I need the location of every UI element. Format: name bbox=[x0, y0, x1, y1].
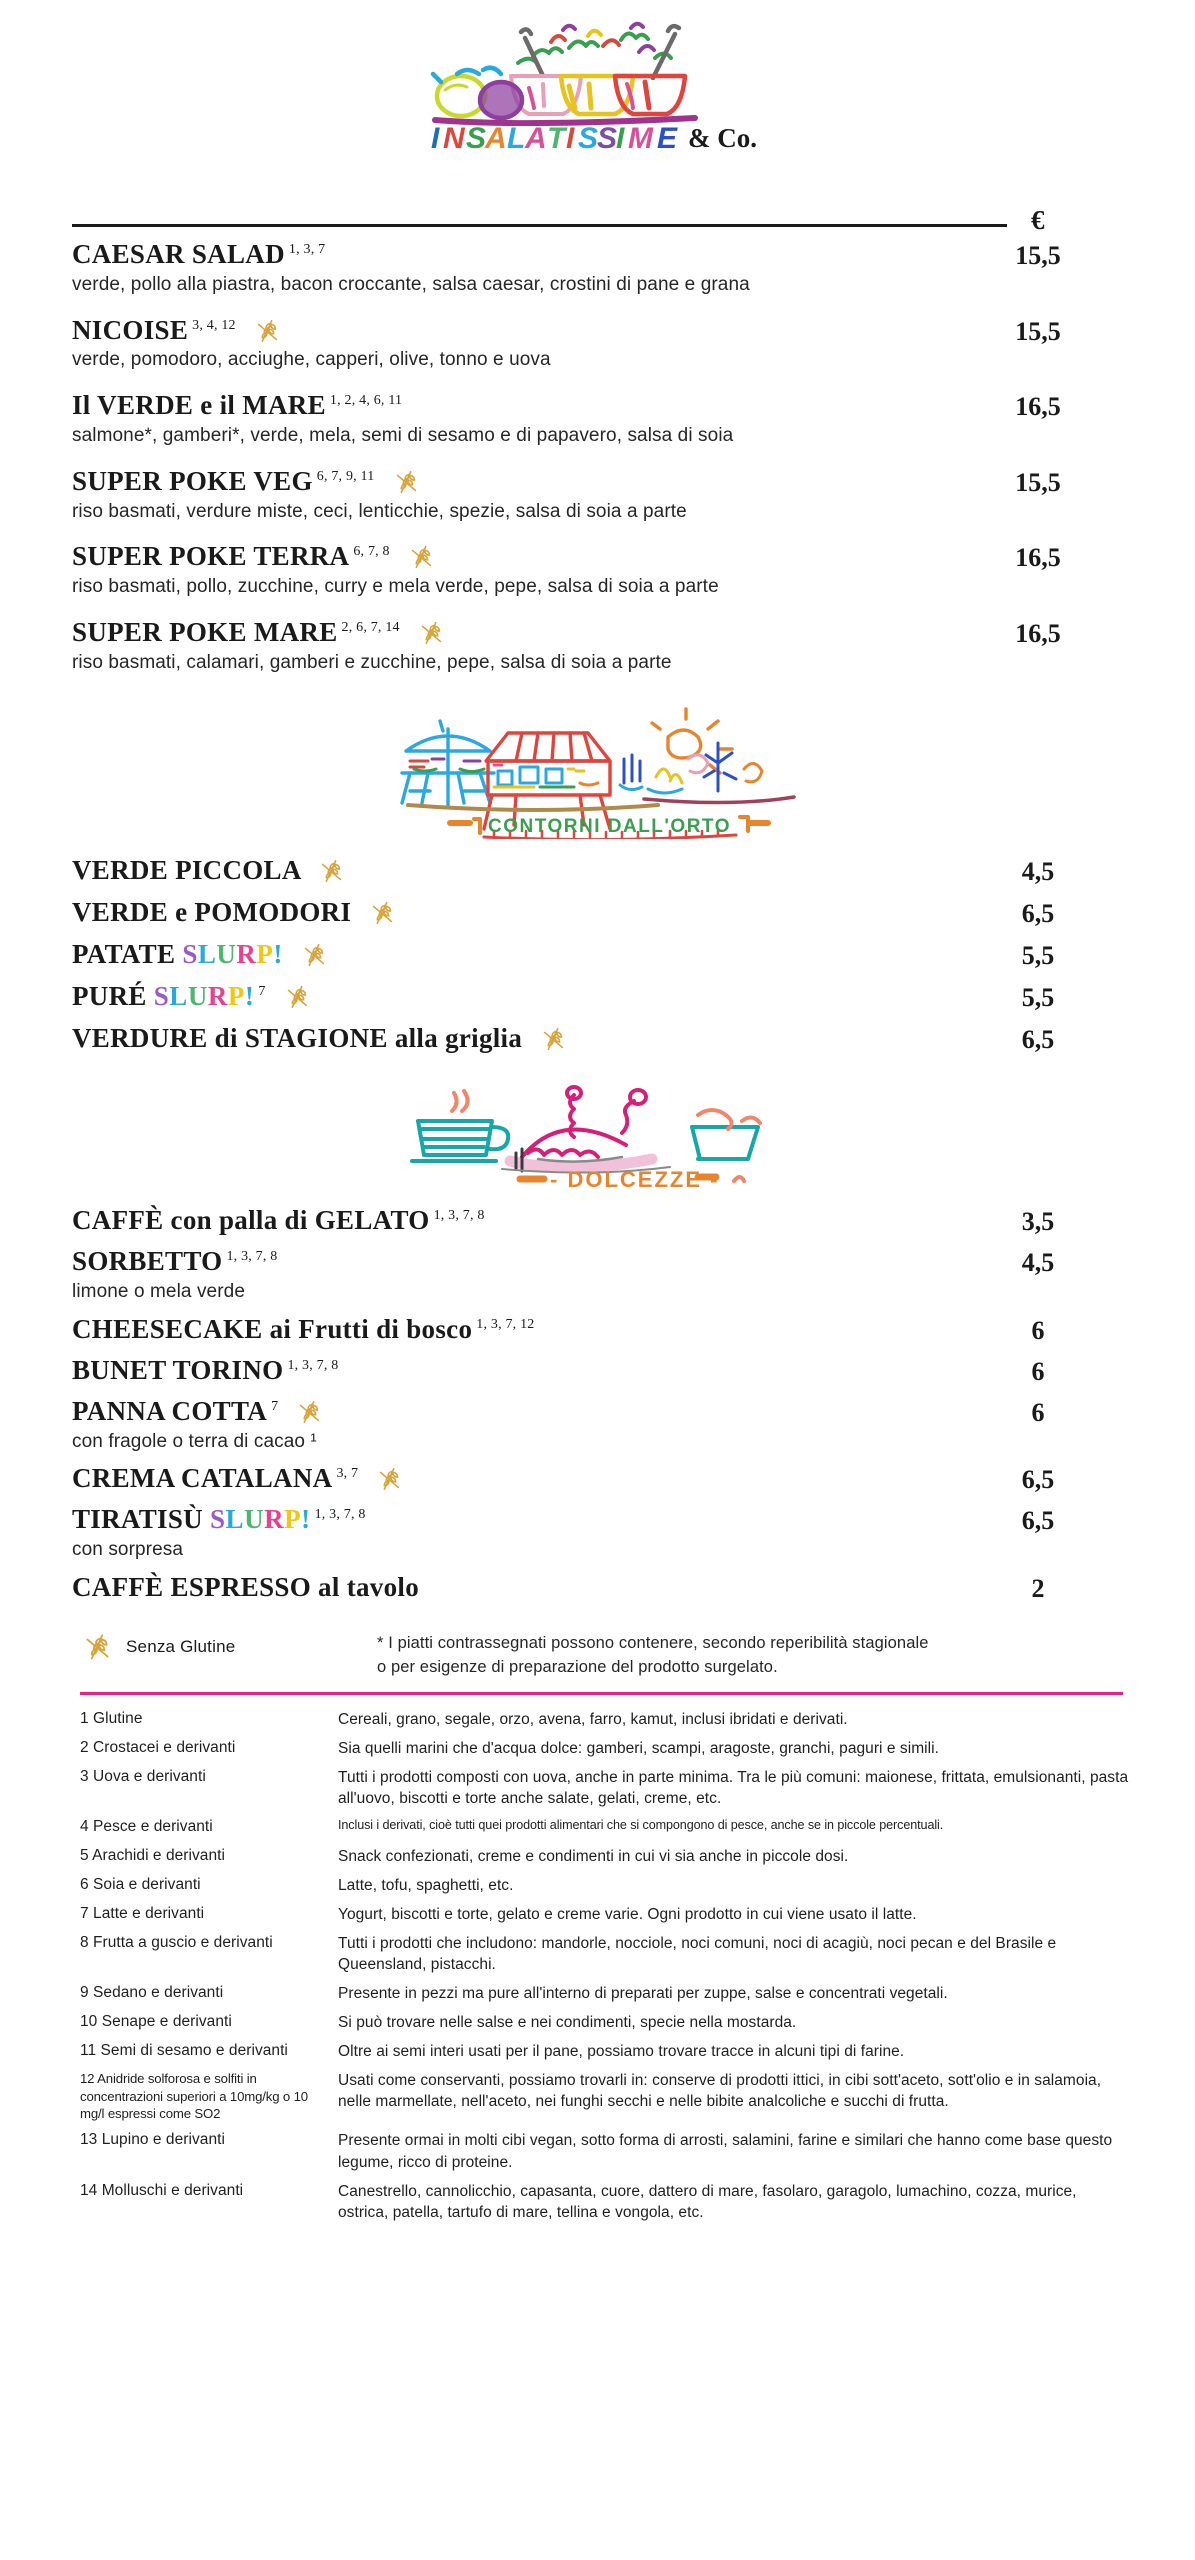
dish-title: PURÉ SLURP! $^7$ bbox=[72, 981, 953, 1013]
dish-price: 6,5 bbox=[1021, 1025, 1055, 1055]
allergen-refs: 1, 3, 7, 12 bbox=[476, 1316, 535, 1332]
allergen-key: 12 Anidride solforosa e solfiti in concentrazioni superiori a 10mg/kg o 10 mg/l espressi come SO2 bbox=[80, 2071, 308, 2121]
allergen-key: 7 Latte e derivanti bbox=[80, 1904, 205, 1922]
dish-description: verde, pomodoro, acciughe, capperi, olive, tonno e uova bbox=[72, 349, 551, 371]
menu-row[interactable] bbox=[72, 1463, 1123, 1495]
divider-line bbox=[72, 224, 1007, 227]
allergen-key: 2 Crostacei e derivanti bbox=[80, 1738, 236, 1756]
allergen-key: 14 Molluschi e derivanti bbox=[80, 2181, 244, 2199]
brand-suffix: & Co. bbox=[687, 123, 757, 153]
dish-title: NICOISE $^{3, 4, 12}$ bbox=[72, 315, 953, 347]
dish-description: con sorpresa bbox=[72, 1539, 184, 1561]
menu-row[interactable] bbox=[72, 1504, 1123, 1563]
dish-title: CREMA CATALANA $^{3, 7}$ bbox=[72, 1463, 953, 1495]
dish-price: 6 bbox=[1031, 1397, 1045, 1427]
svg-text:T: T bbox=[546, 122, 565, 153]
allergen-desc: Sia quelli marini che d'acqua dolce: gamberi, scampi, aragoste, granchi, paguri e simili. bbox=[338, 1739, 940, 1757]
allergen-refs: 7 bbox=[258, 984, 266, 1000]
svg-text:I: I bbox=[565, 122, 574, 153]
menu-row[interactable] bbox=[72, 1396, 1123, 1455]
dish-price: 3,5 bbox=[1021, 1207, 1055, 1237]
table-row bbox=[80, 1738, 1131, 1767]
svg-text:S: S bbox=[465, 122, 486, 153]
wheat-crossed-icon bbox=[282, 982, 312, 1012]
allergen-refs: 1, 2, 4, 6, 11 bbox=[329, 393, 403, 409]
market-stall-illustration bbox=[388, 699, 808, 839]
dish-price: 6,5 bbox=[1021, 1506, 1055, 1536]
section-contorni bbox=[72, 855, 1123, 1055]
allergen-desc: Cereali, grano, segale, orzo, avena, farro, kamut, inclusi ibridati e derivati. bbox=[338, 1710, 848, 1728]
dish-title: SUPER POKE MARE $^{2, 6, 7, 14}$ bbox=[72, 617, 953, 649]
dish-title: CAFFÈ con palla di GELATO $^{1, 3, 7, 8}$ bbox=[72, 1205, 485, 1236]
dish-price: 15,5 bbox=[1015, 467, 1061, 497]
table-row bbox=[80, 1709, 1131, 1738]
dish-price: 4,5 bbox=[1021, 857, 1055, 887]
dish-description: limone o mela verde bbox=[72, 1281, 245, 1303]
allergen-key: 11 Semi di sesamo e derivanti bbox=[80, 2042, 288, 2060]
allergen-key: 13 Lupino e derivanti bbox=[80, 2131, 225, 2149]
dish-price: 16,5 bbox=[1015, 543, 1061, 573]
dish-title: SORBETTO $^{1, 3, 7, 8}$ bbox=[72, 1246, 278, 1277]
gluten-free-key bbox=[72, 1630, 377, 1664]
allergen-desc: Usati come conservanti, possiamo trovarli in: conserve di prodotti ittici, in cibi sott'aceto, sott'olio e in salamoia, nelle marmellate, nell'aceto, nei funghi secchi e nelle bibite analcoliche e succhi di frutta. bbox=[338, 2072, 1102, 2111]
allergen-desc: Tutti i prodotti che includono: mandorle, nocciole, noci comuni, noci di acagiù, noci pecan e del Brasile e Queensland, pistacchi. bbox=[338, 1934, 1057, 1973]
menu-row[interactable] bbox=[72, 239, 1123, 298]
svg-text:S: S bbox=[596, 122, 617, 153]
seasonal-note-line1: * I piatti contrassegnati possono contenere, secondo reperibilità stagionale bbox=[377, 1633, 929, 1652]
menu-row[interactable] bbox=[72, 466, 1123, 525]
allergen-refs: 1, 3, 7, 8 bbox=[433, 1208, 485, 1224]
menu-row[interactable] bbox=[72, 981, 1123, 1013]
svg-text:I: I bbox=[615, 122, 624, 153]
footer-allergens bbox=[72, 1630, 1129, 2231]
table-row bbox=[80, 2041, 1131, 2070]
allergen-desc: Yogurt, biscotti e torte, gelato e creme varie. Ogni prodotto in cui viene usato il latte. bbox=[338, 1905, 917, 1923]
menu-row[interactable] bbox=[72, 1355, 1123, 1387]
dish-title: VERDE e POMODORI bbox=[72, 897, 953, 929]
slurp-label: SLURP! bbox=[153, 981, 255, 1012]
allergen-table bbox=[80, 1709, 1131, 2231]
dish-title: BUNET TORINO $^{1, 3, 7, 8}$ bbox=[72, 1354, 339, 1385]
wheat-crossed-icon bbox=[316, 856, 346, 886]
dish-title: CHEESECAKE ai Frutti di bosco $^{1, 3, 7, 12}$ bbox=[72, 1313, 535, 1344]
allergen-key: 6 Soia e derivanti bbox=[80, 1875, 201, 1893]
allergen-refs: 7 bbox=[271, 1398, 279, 1414]
dish-price: 5,5 bbox=[1021, 983, 1055, 1013]
table-row bbox=[80, 1817, 1131, 1845]
svg-text:I: I bbox=[430, 122, 439, 153]
dish-price: 6,5 bbox=[1021, 1465, 1055, 1495]
menu-row[interactable] bbox=[72, 1572, 1123, 1604]
dish-description: salmone*, gamberi*, verde, mela, semi di sesamo e di papavero, salsa di soia bbox=[72, 424, 734, 446]
menu-row[interactable] bbox=[72, 1023, 1123, 1055]
svg-text:A: A bbox=[484, 122, 507, 153]
dish-price: 15,5 bbox=[1015, 316, 1061, 346]
allergen-key: 1 Glutine bbox=[80, 1709, 143, 1727]
brand-logo bbox=[72, 0, 1123, 215]
svg-text:E: E bbox=[656, 122, 677, 153]
table-row bbox=[80, 1933, 1131, 1983]
allergen-desc: Canestrello, cannolicchio, capasanta, cuore, dattero di mare, fasolaro, garagolo, lumachino, cozza, murice, ostrica, patella, tartufo di mare, tellina e vongola, etc. bbox=[338, 2182, 1077, 2221]
menu-row[interactable] bbox=[72, 855, 1123, 887]
banner-title-contorni: CONTORNI DALL'ORTO bbox=[487, 816, 731, 838]
menu-row[interactable] bbox=[72, 390, 1123, 449]
slurp-label: SLURP! bbox=[210, 1504, 311, 1535]
allergen-desc: Presente ormai in molti cibi vegan, sotto forma di arrosti, salamini, farine e similari che hanno come base questo legume, ricco di proteine. bbox=[338, 2132, 1113, 2171]
table-row bbox=[80, 2012, 1131, 2041]
allergen-key: 5 Arachidi e derivanti bbox=[80, 1846, 225, 1864]
magenta-divider bbox=[80, 1692, 1123, 1695]
currency-header: € bbox=[1031, 205, 1045, 235]
menu-row[interactable] bbox=[72, 1246, 1123, 1305]
wheat-crossed-icon bbox=[367, 898, 397, 928]
allergen-desc: Presente in pezzi ma pure all'interno di preparati per zuppe, salse e concentrati vegetali. bbox=[338, 1984, 948, 2002]
dish-description: riso basmati, pollo, zucchine, curry e mela verde, pepe, salsa di soia a parte bbox=[72, 576, 719, 598]
menu-row[interactable] bbox=[72, 617, 1123, 676]
allergen-key: 9 Sedano e derivanti bbox=[80, 1983, 224, 2001]
menu-row[interactable] bbox=[72, 1205, 1123, 1237]
allergen-desc: Latte, tofu, spaghetti, etc. bbox=[338, 1876, 514, 1894]
allergen-refs: 2, 6, 7, 14 bbox=[341, 619, 400, 635]
menu-row[interactable] bbox=[72, 315, 1123, 374]
dish-title: SUPER POKE TERRA $^{6, 7, 8}$ bbox=[72, 541, 953, 573]
wheat-crossed-icon bbox=[406, 542, 436, 572]
table-row bbox=[80, 2181, 1131, 2231]
dish-title: VERDURE di STAGIONE alla griglia bbox=[72, 1023, 953, 1055]
dish-price: 6 bbox=[1031, 1356, 1045, 1386]
header-rule bbox=[72, 205, 1123, 239]
svg-text:S: S bbox=[577, 122, 598, 153]
svg-text:A: A bbox=[524, 122, 547, 153]
wheat-crossed-icon bbox=[299, 940, 329, 970]
allergen-refs: 1, 3, 7, 8 bbox=[287, 1357, 339, 1373]
banner-contorni bbox=[72, 699, 1123, 839]
menu-row[interactable] bbox=[72, 939, 1123, 971]
svg-text:N: N bbox=[442, 122, 465, 153]
wheat-crossed-icon bbox=[374, 1464, 404, 1494]
allergen-desc: Inclusi i derivati, cioè tutti quei prodotti alimentari che si compongono di pesce, anche se in piccole percentuali. bbox=[338, 1818, 944, 1833]
dish-description: riso basmati, calamari, gamberi e zucchine, pepe, salsa di soia a parte bbox=[72, 651, 672, 673]
dish-price: 4,5 bbox=[1021, 1248, 1055, 1278]
allergen-refs: 1, 3, 7, 8 bbox=[314, 1507, 366, 1523]
dish-title: VERDE PICCOLA bbox=[72, 855, 953, 887]
menu-row[interactable] bbox=[72, 897, 1123, 929]
menu-row[interactable] bbox=[72, 541, 1123, 600]
slurp-label: SLURP! bbox=[182, 939, 283, 970]
wheat-crossed-icon bbox=[252, 316, 282, 346]
allergen-refs: 6, 7, 9, 11 bbox=[316, 468, 375, 484]
dish-description: verde, pollo alla piastra, bacon croccante, salsa caesar, crostini di pane e grana bbox=[72, 273, 750, 295]
dish-price: 5,5 bbox=[1021, 941, 1055, 971]
table-row bbox=[80, 1846, 1131, 1875]
seasonal-note bbox=[377, 1630, 1123, 1680]
allergen-key: 4 Pesce e derivanti bbox=[80, 1818, 213, 1836]
dish-price: 16,5 bbox=[1015, 618, 1061, 648]
allergen-refs: 1, 3, 7, 8 bbox=[226, 1249, 278, 1265]
allergen-desc: Oltre ai semi interi usati per il pane, possiamo trovare tracce in alcuni tipi di farine. bbox=[338, 2043, 905, 2061]
dish-title: Il VERDE e il MARE $^{1, 2, 4, 6, 11}$ bbox=[72, 390, 403, 421]
table-row bbox=[80, 2070, 1131, 2130]
dish-title: PATATE SLURP! bbox=[72, 939, 953, 971]
svg-text:L: L bbox=[506, 122, 525, 153]
banner-dolcezze bbox=[72, 1081, 1123, 1191]
gluten-free-label: Senza Glutine bbox=[126, 1636, 236, 1656]
dish-price: 15,5 bbox=[1015, 241, 1061, 270]
allergen-key: 10 Senape e derivanti bbox=[80, 2013, 232, 2030]
table-row bbox=[80, 1983, 1131, 2012]
table-row bbox=[80, 1767, 1131, 1817]
wheat-crossed-icon bbox=[80, 1630, 114, 1664]
dish-title: SUPER POKE VEG $^{6, 7, 9, 11}$ bbox=[72, 466, 953, 498]
section-dolcezze bbox=[72, 1205, 1123, 1604]
dish-price: 16,5 bbox=[1015, 392, 1061, 422]
allergen-key: 3 Uova e derivanti bbox=[80, 1767, 206, 1785]
seasonal-note-line2: o per esigenze di preparazione del prodotto surgelato. bbox=[377, 1657, 778, 1676]
dish-description: riso basmati, verdure miste, ceci, lenticchie, spezie, salsa di soia a parte bbox=[72, 500, 687, 522]
salad-bowls-illustration bbox=[383, 8, 813, 153]
wheat-crossed-icon bbox=[294, 1397, 324, 1427]
dish-price: 6 bbox=[1031, 1315, 1045, 1345]
allergen-key: 8 Frutta a guscio e derivanti bbox=[80, 1933, 273, 1951]
table-row bbox=[80, 2130, 1131, 2180]
table-row bbox=[80, 1904, 1131, 1933]
dish-title: CAESAR SALAD $^{1, 3, 7}$ bbox=[72, 239, 326, 269]
allergen-refs: 6, 7, 8 bbox=[353, 544, 390, 560]
svg-text:M: M bbox=[627, 122, 653, 153]
dish-price: 6,5 bbox=[1021, 899, 1055, 929]
dish-title: CAFFÈ ESPRESSO al tavolo bbox=[72, 1571, 419, 1602]
dish-price: 2 bbox=[1031, 1573, 1045, 1603]
section-insalate bbox=[72, 239, 1123, 675]
desserts-illustration bbox=[398, 1081, 798, 1191]
gluten-free-legend bbox=[72, 1630, 1123, 1680]
allergen-desc: Snack confezionati, creme e condimenti in cui vi sia anche in piccole dosi. bbox=[338, 1847, 849, 1865]
banner-title-dolcezze: - DOLCEZZE - bbox=[549, 1167, 719, 1192]
dish-title: PANNA COTTA $^7$ bbox=[72, 1396, 953, 1428]
dish-title: TIRATISÙ SLURP! $^{1, 3, 7, 8}$ bbox=[72, 1504, 366, 1535]
menu-row[interactable] bbox=[72, 1314, 1123, 1346]
allergen-refs: 3, 4, 12 bbox=[192, 317, 236, 333]
allergen-refs: 3, 7 bbox=[336, 1466, 359, 1482]
wheat-crossed-icon bbox=[538, 1024, 568, 1054]
allergen-desc: Tutti i prodotti composti con uova, anche in parte minima. Tra le più comuni: maionese, frittata, emulsionanti, pasta all'uovo, biscotti e torte anche salate, gelati, creme, etc. bbox=[338, 1768, 1129, 1807]
wheat-crossed-icon bbox=[391, 467, 421, 497]
allergen-desc: Si può trovare nelle salse e nei condimenti, specie nella mostarda. bbox=[338, 2014, 797, 2031]
dish-description: con fragole o terra di cacao ¹ bbox=[72, 1430, 317, 1452]
allergen-refs: 1, 3, 7 bbox=[288, 242, 326, 257]
table-row bbox=[80, 1875, 1131, 1904]
wheat-crossed-icon bbox=[416, 618, 446, 648]
